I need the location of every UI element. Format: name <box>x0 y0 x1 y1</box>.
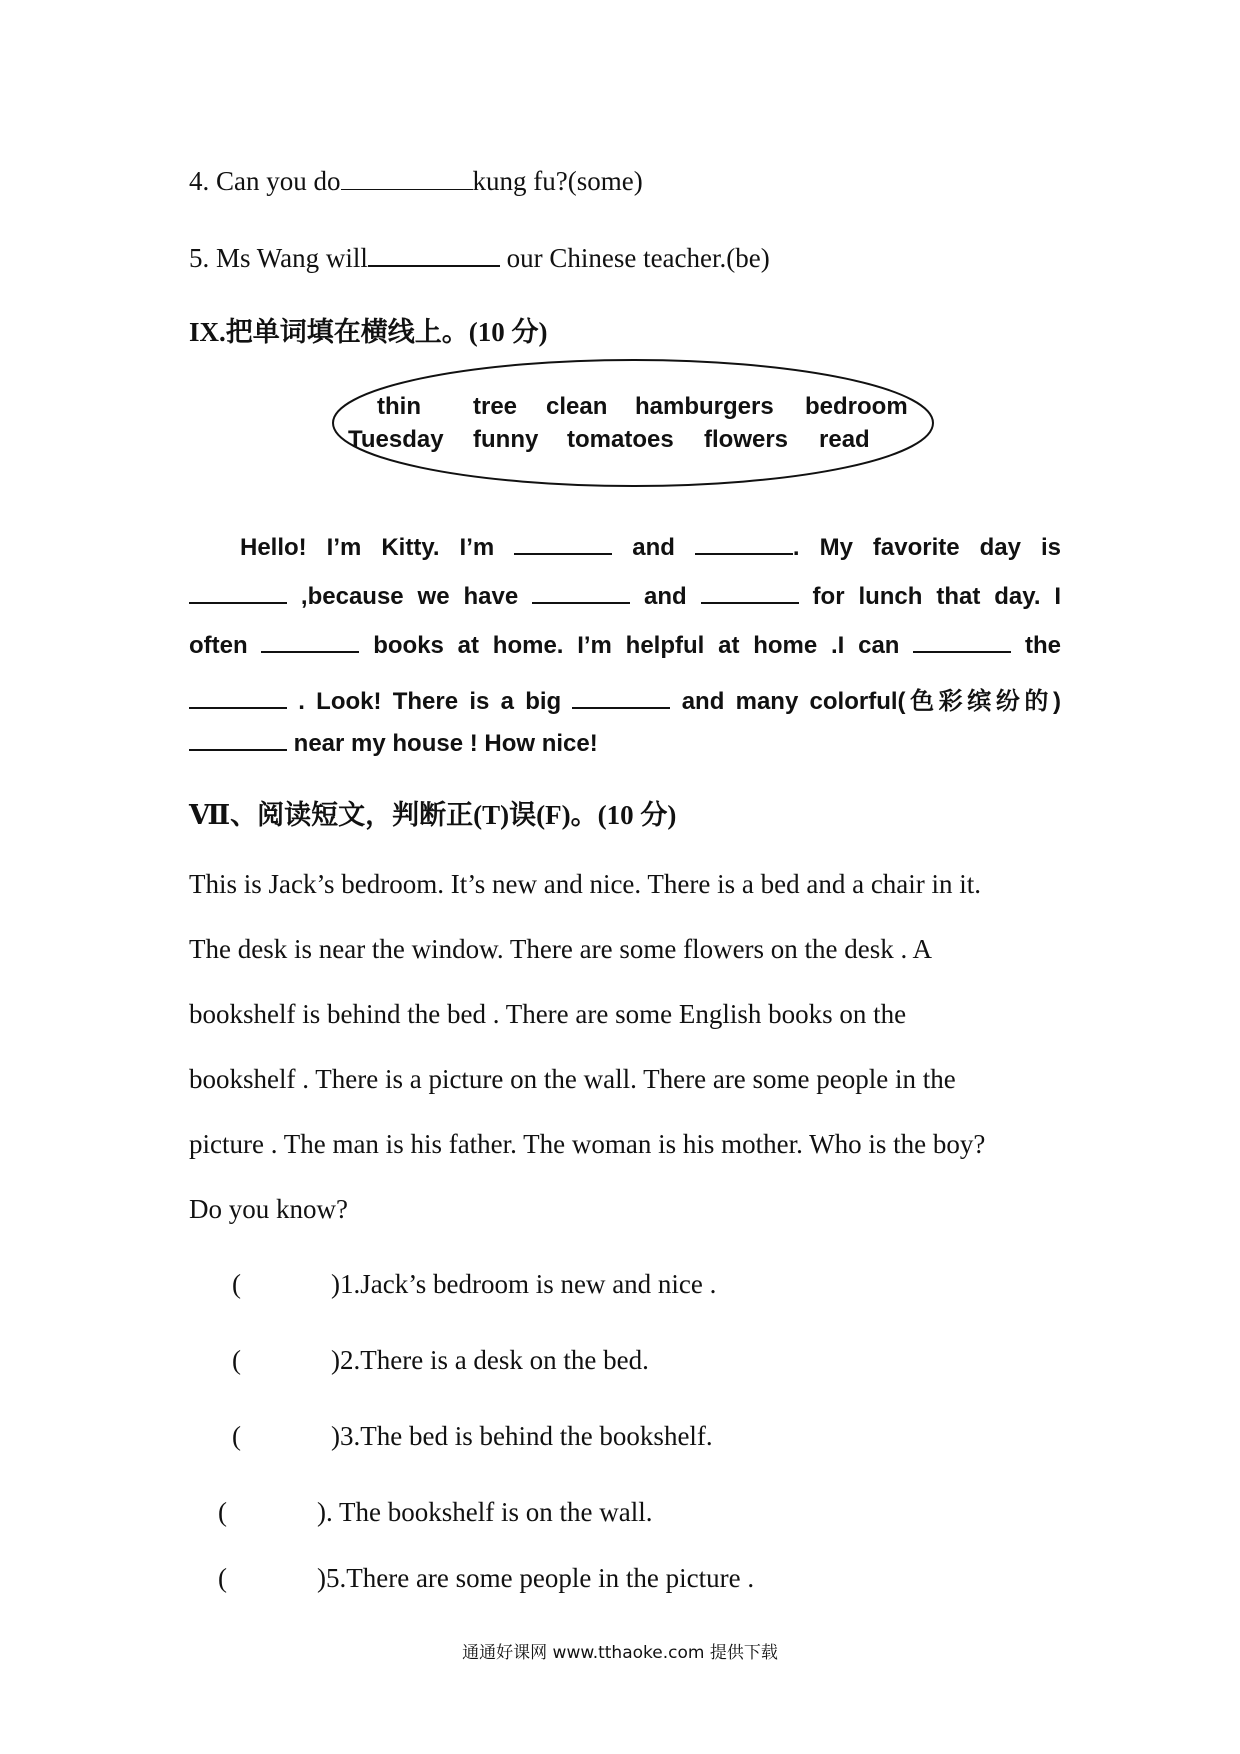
passage-text: near my house ! How nice! <box>293 730 598 757</box>
passage-text: books at home. I’m helpful at home .I can <box>373 632 900 659</box>
passage-line-5 <box>189 730 1061 758</box>
answer-blank[interactable] <box>368 264 500 267</box>
answer-paren[interactable]: ( <box>218 1563 227 1593</box>
question-4-after: kung fu?(some) <box>472 166 643 196</box>
passage-text: and <box>644 583 687 610</box>
word-hamburgers: hamburgers <box>635 393 774 420</box>
reading-line: bookshelf . There is a picture on the wall. There are some people in the <box>189 1064 956 1094</box>
tf-question-text: )5.There are some people in the picture . <box>317 1563 755 1593</box>
word-bedroom: bedroom <box>805 393 908 420</box>
tf-question-text: )2.There is a desk on the bed. <box>331 1345 649 1375</box>
tf-question-text: )1.Jack’s bedroom is new and nice . <box>331 1269 717 1299</box>
section-7-title: Ⅶ、阅读短文，判断正(T)误(F)。(10 分) <box>189 800 677 830</box>
passage-line-3 <box>189 632 1061 660</box>
word-tree: tree <box>473 393 518 420</box>
section-9-title: IX.把单词填在横线上。(10 分) <box>189 317 548 347</box>
answer-blank[interactable] <box>572 706 670 709</box>
page-footer: 通通好课网 www.tthaoke.com 提供下载 <box>462 1643 778 1663</box>
answer-paren[interactable]: ( <box>232 1345 241 1375</box>
tf-question-text: )3.The bed is behind the bookshelf. <box>331 1421 713 1451</box>
answer-paren[interactable]: ( <box>232 1269 241 1299</box>
reading-line: picture . The man is his father. The woman is his mother. Who is the boy? <box>189 1129 986 1159</box>
passage-line-1 <box>240 534 1061 562</box>
passage-text: . My favorite day is <box>792 534 1061 561</box>
reading-line: Do you know? <box>189 1194 348 1224</box>
passage-text: ,because we have <box>300 583 519 610</box>
answer-paren[interactable]: ( <box>218 1497 227 1527</box>
question-4-before: 4. Can you do <box>189 166 341 196</box>
passage-text: and <box>632 534 675 561</box>
tf-question-5 <box>218 1563 754 1594</box>
word-bank-oval <box>328 355 938 491</box>
passage-text: and many colorful(色彩缤纷的) <box>681 688 1061 715</box>
word-funny: funny <box>473 426 539 453</box>
passage-line-4 <box>189 681 1061 716</box>
word-tuesday: Tuesday <box>348 426 444 453</box>
passage-text: Hello! I’m Kitty. I’m <box>240 534 495 561</box>
passage-text: for lunch that day. I <box>812 583 1062 610</box>
answer-blank[interactable] <box>261 650 359 653</box>
tf-question-text: ). The bookshelf is on the wall. <box>317 1497 653 1527</box>
answer-paren[interactable]: ( <box>232 1421 241 1451</box>
answer-blank[interactable] <box>695 552 793 555</box>
reading-line: The desk is near the window. There are some flowers on the desk . A <box>189 934 933 964</box>
word-read: read <box>819 426 870 453</box>
tf-question-2 <box>232 1345 649 1376</box>
answer-blank[interactable] <box>701 601 799 604</box>
question-5-after: our Chinese teacher.(be) <box>499 243 770 273</box>
answer-blank[interactable] <box>189 706 287 709</box>
passage-text: the <box>1025 632 1062 659</box>
tf-question-3 <box>232 1421 713 1452</box>
answer-blank[interactable] <box>514 552 612 555</box>
question-4 <box>189 166 643 197</box>
question-5-before: 5. Ms Wang will <box>189 243 368 273</box>
answer-blank[interactable] <box>532 601 630 604</box>
answer-blank[interactable] <box>913 650 1011 653</box>
passage-text: often <box>189 632 248 659</box>
reading-line: This is Jack’s bedroom. It’s new and nice. There is a bed and a chair in it. <box>189 869 982 899</box>
tf-question-4 <box>218 1497 652 1528</box>
passage-text: . Look! There is a big <box>298 688 562 715</box>
word-clean: clean <box>546 393 608 420</box>
passage-line-2 <box>189 583 1061 611</box>
answer-blank[interactable] <box>341 188 473 190</box>
reading-line: bookshelf is behind the bed . There are some English books on the <box>189 999 907 1029</box>
tf-question-1 <box>232 1269 716 1300</box>
word-thin: thin <box>377 393 421 420</box>
answer-blank[interactable] <box>189 748 287 751</box>
question-5 <box>189 243 770 274</box>
answer-blank[interactable] <box>189 601 287 604</box>
word-flowers: flowers <box>704 426 789 453</box>
word-tomatoes: tomatoes <box>567 426 674 453</box>
